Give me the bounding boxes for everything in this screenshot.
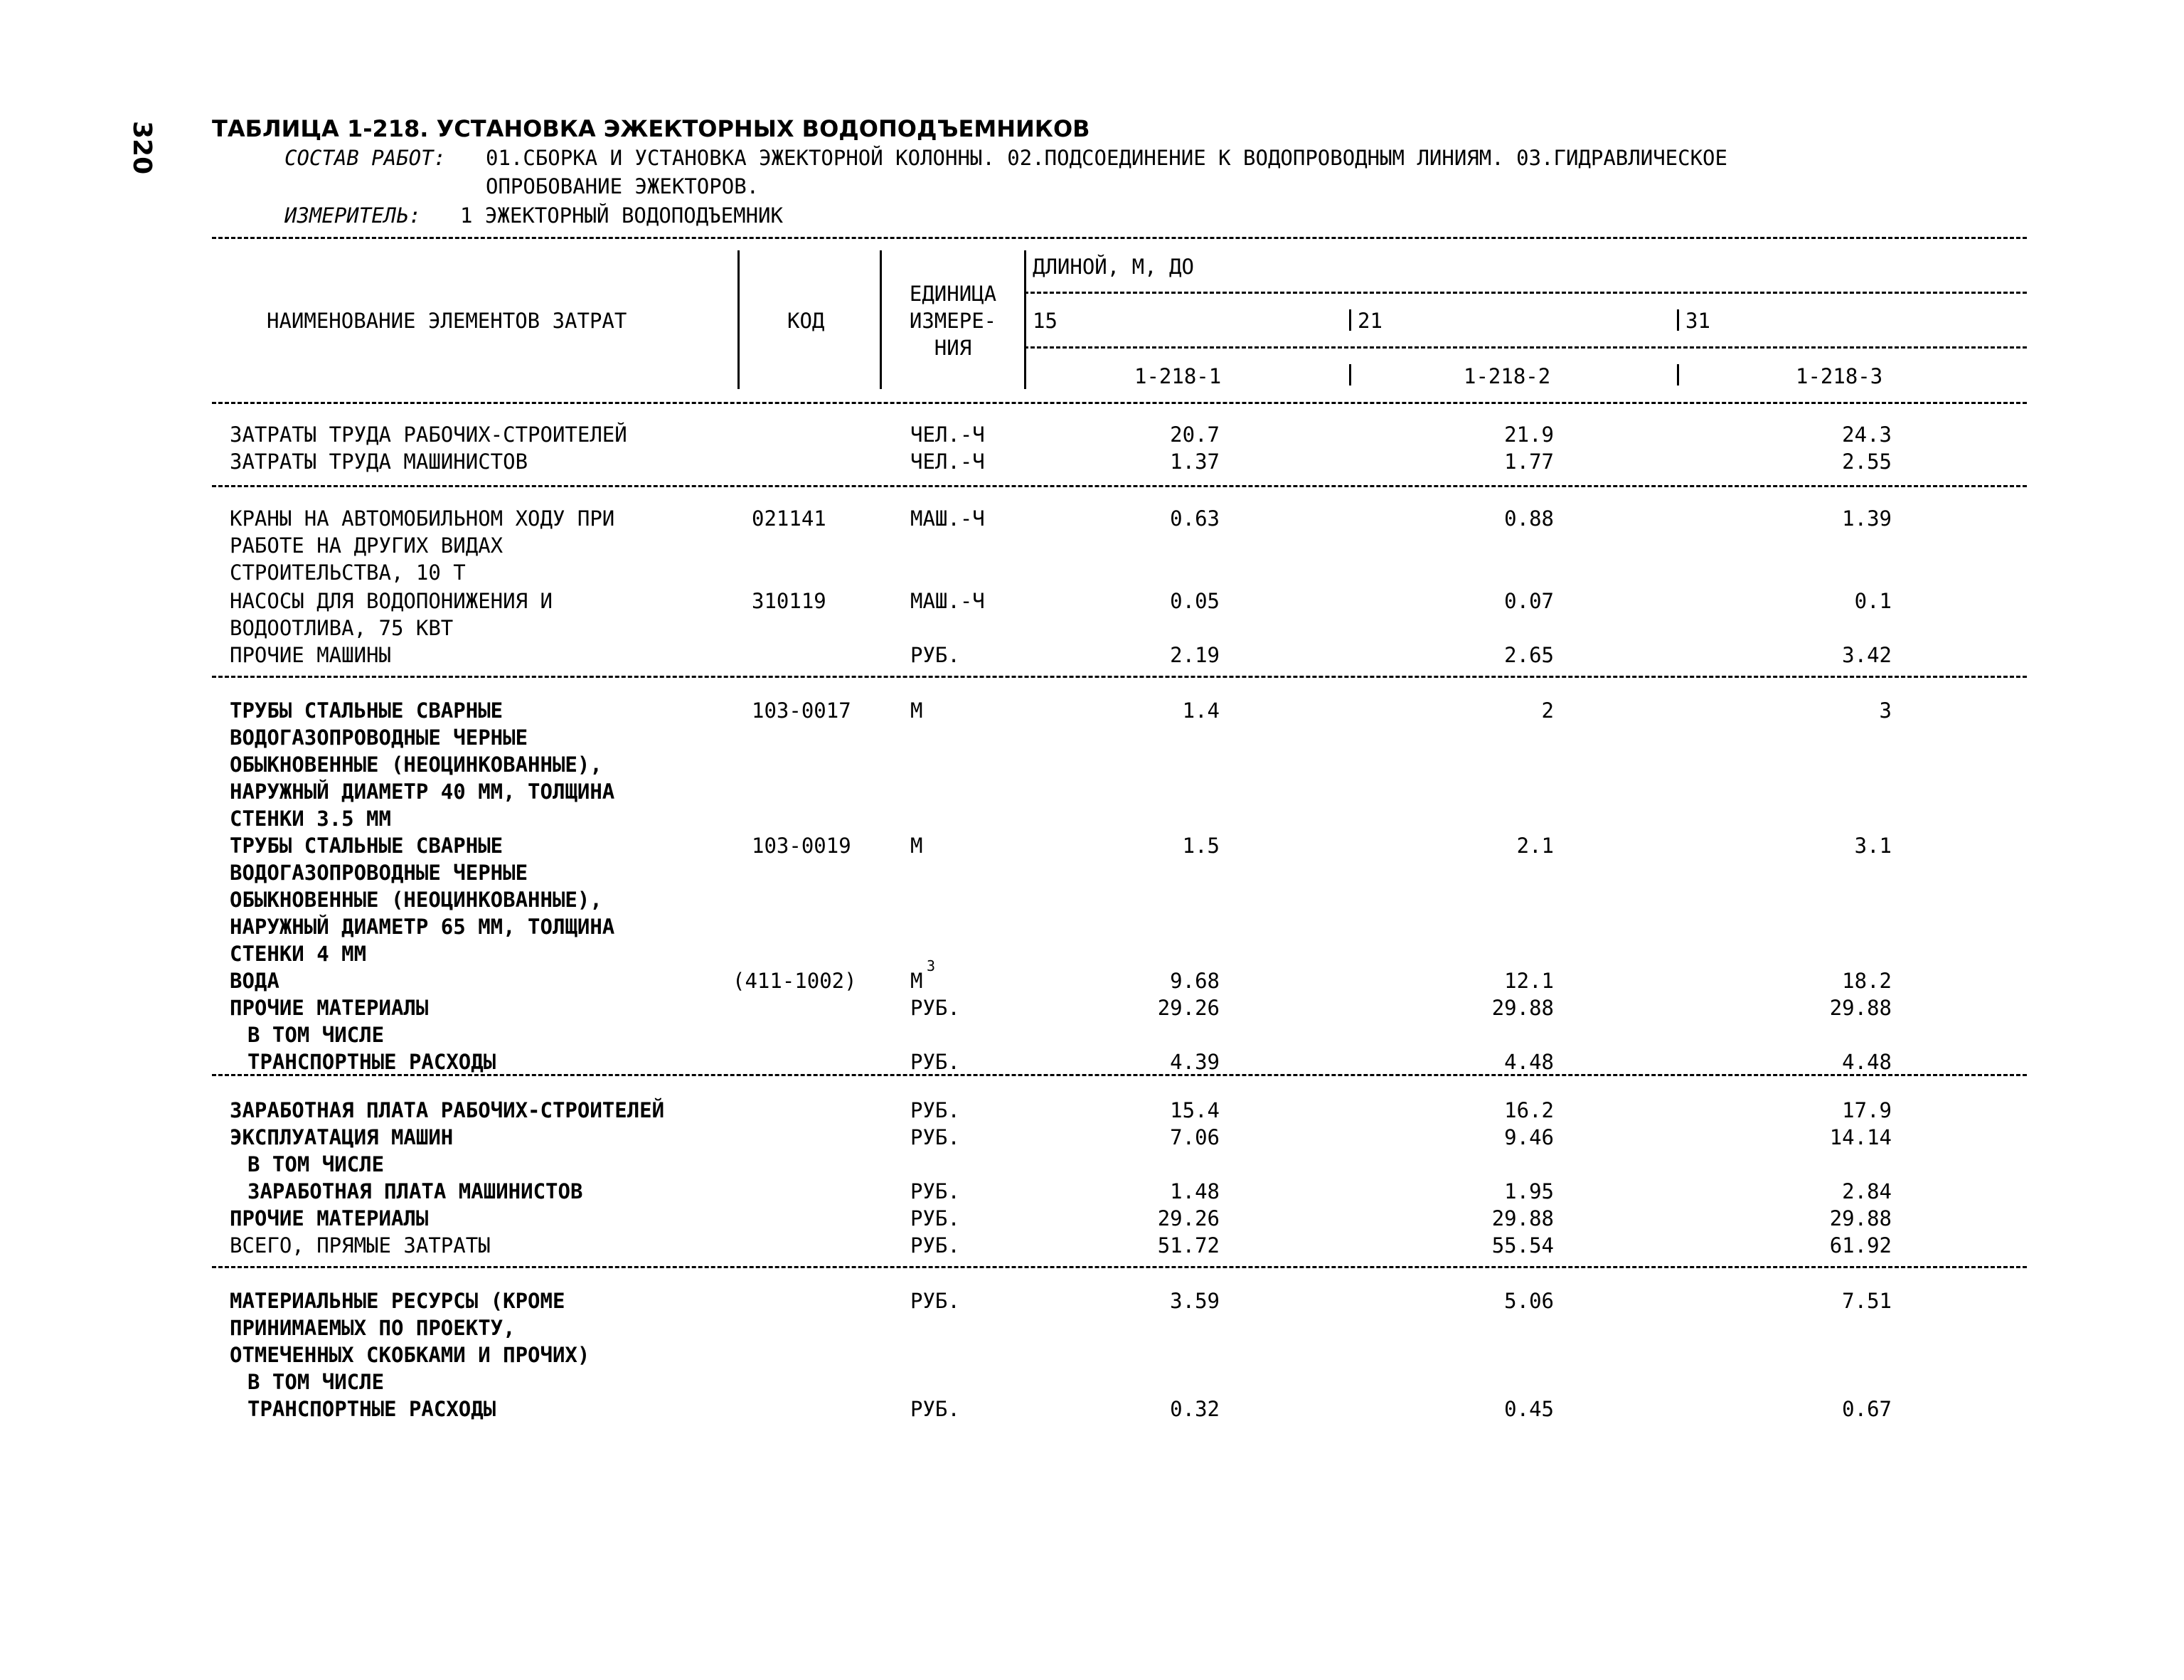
table-row [0, 559, 2184, 586]
table-row [0, 642, 2184, 669]
divider [212, 237, 2027, 239]
table-row [0, 1048, 2184, 1075]
table-row [0, 1314, 2184, 1341]
resource-code: 103-0019 [752, 834, 851, 858]
cost-item-name: В ТОМ ЧИСЛЕ [247, 1023, 385, 1047]
value-1-218-3: 4.48 [1842, 1050, 1892, 1074]
value-1-218-3: 2.84 [1842, 1179, 1892, 1203]
cost-item-name: НАСОСЫ ДЛЯ ВОДОПОНИЖЕНИЯ И [230, 589, 553, 613]
header-rule [737, 250, 740, 389]
table-row [0, 1341, 2184, 1368]
table-row [0, 532, 2184, 559]
value-1-218-2: 55.54 [1491, 1233, 1554, 1258]
cost-item-name: ВОДООТЛИВА, 75 КВТ [230, 616, 454, 640]
value-1-218-3: 61.92 [1829, 1233, 1892, 1258]
value-1-218-1: 1.4 [1182, 698, 1220, 723]
value-1-218-1: 2.19 [1170, 643, 1220, 667]
header-name: НАИМЕНОВАНИЕ ЭЛЕМЕНТОВ ЗАТРАТ [267, 309, 627, 333]
value-1-218-3: 3 [1879, 698, 1892, 723]
header-rule [1024, 250, 1026, 389]
value-1-218-1: 0.32 [1170, 1397, 1220, 1421]
cost-item-name: ОТМЕЧЕННЫХ СКОБКАМИ И ПРОЧИХ) [230, 1343, 590, 1367]
value-1-218-1: 51.72 [1157, 1233, 1220, 1258]
value-1-218-3: 24.3 [1842, 422, 1892, 447]
unit-of-measure: РУБ. [910, 1206, 960, 1230]
value-1-218-3: 3.42 [1842, 643, 1892, 667]
unit-of-measure: МАШ.-Ч [910, 589, 985, 613]
divider [212, 402, 2027, 404]
resource-code: 103-0017 [752, 698, 851, 723]
table-row [0, 1395, 2184, 1423]
table-row [0, 1205, 2184, 1232]
cost-item-name: В ТОМ ЧИСЛЕ [247, 1152, 385, 1176]
value-1-218-3: 29.88 [1829, 996, 1892, 1020]
header-rule [1349, 364, 1351, 386]
table-row [0, 1097, 2184, 1124]
table-title: ТАБЛИЦА 1-218. УСТАНОВКА ЭЖЕКТОРНЫХ ВОДОПОДЪЕМНИКОВ [212, 115, 1090, 142]
divider [212, 1266, 2027, 1268]
cost-item-name: ПРОЧИЕ МАТЕРИАЛЫ [230, 1206, 429, 1230]
header-length-15: 15 [1033, 309, 1058, 333]
unit-of-measure: ЧЕЛ.-Ч [910, 450, 985, 474]
table-row [0, 1368, 2184, 1395]
cost-item-name: ТРАНСПОРТНЫЕ РАСХОДЫ [247, 1397, 496, 1421]
cost-item-name: ТРУБЫ СТАЛЬНЫЕ СВАРНЫЕ [230, 698, 504, 723]
unit-of-measure: М [910, 834, 923, 858]
table-row [0, 805, 2184, 832]
table-row [0, 697, 2184, 724]
unit-of-measure: М [910, 969, 923, 993]
table-row [0, 1021, 2184, 1048]
value-1-218-3: 1.39 [1842, 506, 1892, 531]
divider [1024, 346, 2027, 349]
cost-item-name: ЗАРАБОТНАЯ ПЛАТА РАБОЧИХ-СТРОИТЕЛЕЙ [230, 1098, 665, 1122]
unit-of-measure: М [910, 698, 923, 723]
header-length-21: 21 [1358, 309, 1383, 333]
value-1-218-1: 3.59 [1170, 1289, 1220, 1313]
table-row [0, 1287, 2184, 1314]
value-1-218-2: 0.88 [1504, 506, 1554, 531]
value-1-218-2: 16.2 [1504, 1098, 1554, 1122]
cost-item-name: СТЕНКИ 3.5 ММ [230, 807, 391, 831]
unit-of-measure: РУБ. [910, 1233, 960, 1258]
value-1-218-2: 29.88 [1491, 996, 1554, 1020]
table-row: ВОДА (411-1002) М 3 9.68 12.1 18.2 [0, 967, 2184, 994]
value-1-218-3: 14.14 [1829, 1125, 1892, 1149]
header-unit-1: ЕДИНИЦА [909, 282, 997, 306]
cost-item-name: ЭКСПЛУАТАЦИЯ МАШИН [230, 1125, 454, 1149]
cost-item-name: ЗАТРАТЫ ТРУДА МАШИНИСТОВ [230, 450, 528, 474]
value-1-218-1: 15.4 [1170, 1098, 1220, 1122]
work-line-2: ОПРОБОВАНИЕ ЭЖЕКТОРОВ. [486, 174, 760, 198]
resource-code: (411-1002) [733, 969, 857, 993]
value-1-218-2: 1.77 [1504, 450, 1554, 474]
value-1-218-1: 0.05 [1170, 589, 1220, 613]
header-rule [1349, 309, 1351, 331]
unit-of-measure: ЧЕЛ.-Ч [910, 422, 985, 447]
value-1-218-2: 2 [1541, 698, 1554, 723]
work-line-1: 01.СБОРКА И УСТАНОВКА ЭЖЕКТОРНОЙ КОЛОННЫ. 02.ПОДСОЕДИНЕНИЕ К ВОДОПРОВОДНЫМ ЛИНИЯМ. 03.ГИДРАВЛИЧЕСКОЕ [486, 146, 1727, 170]
value-1-218-2: 1.95 [1504, 1179, 1554, 1203]
value-1-218-2: 5.06 [1504, 1289, 1554, 1313]
table-row [0, 859, 2184, 886]
cost-item-name: ВСЕГО, ПРЯМЫЕ ЗАТРАТЫ [230, 1233, 491, 1258]
header-code-3: 1-218-3 [1796, 364, 1883, 388]
measure-value: 1 ЭЖЕКТОРНЫЙ ВОДОПОДЪЕМНИК [460, 203, 783, 228]
table-row [0, 886, 2184, 913]
cost-item-name: НАРУЖНЫЙ ДИАМЕТР 40 ММ, ТОЛЩИНА [230, 780, 615, 804]
value-1-218-3: 29.88 [1829, 1206, 1892, 1230]
divider [212, 485, 2027, 487]
cost-item-name: ТРАНСПОРТНЫЕ РАСХОДЫ [247, 1050, 496, 1074]
cost-item-name: СТРОИТЕЛЬСТВА, 10 Т [230, 560, 466, 585]
resource-code: 021141 [752, 506, 826, 531]
header-rule [880, 250, 882, 389]
work-label: СОСТАВ РАБОТ: [284, 146, 446, 170]
cost-item-name: ОБЫКНОВЕННЫЕ (НЕОЦИНКОВАННЫЕ), [230, 888, 602, 912]
unit-of-measure: РУБ. [910, 643, 960, 667]
value-1-218-1: 29.26 [1157, 996, 1220, 1020]
unit-of-measure: РУБ. [910, 1179, 960, 1203]
header-code-1: 1-218-1 [1134, 364, 1222, 388]
cost-item-name: ПРОЧИЕ МАШИНЫ [230, 643, 391, 667]
header-code: КОД [787, 309, 825, 333]
header-unit-3: НИЯ [934, 336, 972, 360]
cost-item-name: В ТОМ ЧИСЛЕ [247, 1370, 385, 1394]
cost-item-name: ОБЫКНОВЕННЫЕ (НЕОЦИНКОВАННЫЕ), [230, 753, 602, 777]
cost-item-name: НАРУЖНЫЙ ДИАМЕТР 65 ММ, ТОЛЩИНА [230, 915, 615, 939]
table-row [0, 1232, 2184, 1259]
unit-of-measure: РУБ. [910, 996, 960, 1020]
unit-of-measure: МАШ.-Ч [910, 506, 985, 531]
table-row [0, 1124, 2184, 1151]
header-length-31: 31 [1685, 309, 1710, 333]
table-row [0, 832, 2184, 859]
cost-item-name: СТЕНКИ 4 ММ [230, 942, 367, 966]
unit-of-measure: РУБ. [910, 1098, 960, 1122]
cost-item-name: ВОДОГАЗОПРОВОДНЫЕ ЧЕРНЫЕ [230, 861, 528, 885]
header-code-2: 1-218-2 [1464, 364, 1551, 388]
table-row [0, 940, 2184, 967]
cost-item-name: МАТЕРИАЛЬНЫЕ РЕСУРСЫ (КРОМЕ [230, 1289, 565, 1313]
header-rule [1677, 309, 1679, 331]
table-row [0, 751, 2184, 778]
measure-label: ИЗМЕРИТЕЛЬ: [284, 203, 422, 228]
table-row [0, 505, 2184, 532]
value-1-218-1: 1.37 [1170, 450, 1220, 474]
cost-item-name: ПРИНИМАЕМЫХ ПО ПРОЕКТУ, [230, 1316, 516, 1340]
header-unit-2: ИЗМЕРЕ- [909, 309, 997, 333]
page-number: 320 [127, 121, 156, 175]
table-row [0, 1151, 2184, 1178]
value-1-218-2: 2.65 [1504, 643, 1554, 667]
table-row [0, 588, 2184, 615]
value-1-218-1: 1.5 [1182, 834, 1220, 858]
table-row [0, 1178, 2184, 1205]
header-length: ДЛИНОЙ, М, ДО [1033, 255, 1194, 279]
table-row [0, 913, 2184, 940]
value-1-218-1: 29.26 [1157, 1206, 1220, 1230]
value-1-218-2: 0.07 [1504, 589, 1554, 613]
value-1-218-2: 9.46 [1504, 1125, 1554, 1149]
cost-item-name: ЗАТРАТЫ ТРУДА РАБОЧИХ-СТРОИТЕЛЕЙ [230, 422, 627, 447]
value-1-218-3: 0.67 [1842, 1397, 1892, 1421]
table-row [0, 724, 2184, 751]
value-1-218-1: 20.7 [1170, 422, 1220, 447]
cost-item-name: КРАНЫ НА АВТОМОБИЛЬНОМ ХОДУ ПРИ [230, 506, 615, 531]
table-row [0, 615, 2184, 642]
value-1-218-1: 7.06 [1170, 1125, 1220, 1149]
value-1-218-1: 1.48 [1170, 1179, 1220, 1203]
table-row [0, 421, 2184, 448]
cost-item-name: ТРУБЫ СТАЛЬНЫЕ СВАРНЫЕ [230, 834, 504, 858]
value-1-218-3: 7.51 [1842, 1289, 1892, 1313]
unit-of-measure: РУБ. [910, 1397, 960, 1421]
value-1-218-3: 2.55 [1842, 450, 1892, 474]
cost-item-name: РАБОТЕ НА ДРУГИХ ВИДАХ [230, 533, 504, 558]
table-row [0, 778, 2184, 805]
value-1-218-3: 18.2 [1842, 969, 1892, 993]
cost-item-name: ЗАРАБОТНАЯ ПЛАТА МАШИНИСТОВ [247, 1179, 583, 1203]
resource-code: 310119 [752, 589, 826, 613]
value-1-218-2: 29.88 [1491, 1206, 1554, 1230]
unit-of-measure: РУБ. [910, 1125, 960, 1149]
cost-item-name: ВОДОГАЗОПРОВОДНЫЕ ЧЕРНЫЕ [230, 725, 528, 750]
table-row [0, 994, 2184, 1021]
divider [1024, 292, 2027, 294]
value-1-218-2: 0.45 [1504, 1397, 1554, 1421]
value-1-218-1: 9.68 [1170, 969, 1220, 993]
cost-item-name: ПРОЧИЕ МАТЕРИАЛЫ [230, 996, 429, 1020]
value-1-218-3: 17.9 [1842, 1098, 1892, 1122]
divider [212, 676, 2027, 678]
cost-item-name: ВОДА [230, 969, 279, 993]
unit-of-measure: РУБ. [910, 1289, 960, 1313]
unit-of-measure: РУБ. [910, 1050, 960, 1074]
value-1-218-2: 12.1 [1504, 969, 1554, 993]
value-1-218-3: 0.1 [1854, 589, 1892, 613]
value-1-218-2: 4.48 [1504, 1050, 1554, 1074]
value-1-218-1: 4.39 [1170, 1050, 1220, 1074]
value-1-218-2: 21.9 [1504, 422, 1554, 447]
value-1-218-1: 0.63 [1170, 506, 1220, 531]
table-row [0, 448, 2184, 475]
value-1-218-3: 3.1 [1854, 834, 1892, 858]
value-1-218-2: 2.1 [1516, 834, 1554, 858]
header-rule [1677, 364, 1679, 386]
